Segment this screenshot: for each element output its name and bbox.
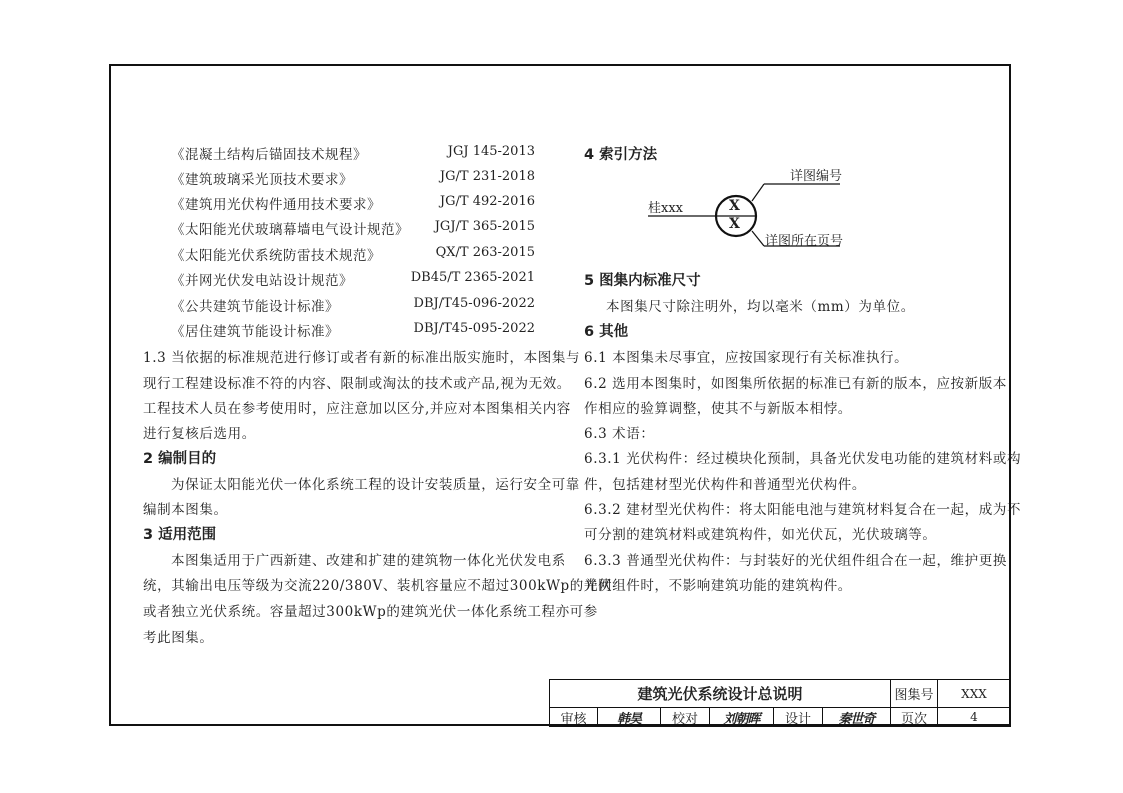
review-label: 审核 xyxy=(549,707,598,727)
drawing-title: 建筑光伏系统设计总说明 xyxy=(549,679,891,708)
detail-number: X xyxy=(729,198,740,214)
reference-code: JG/T 231-2018 xyxy=(439,169,535,184)
paragraph-line: 6.3.1 光伏构件：经过模块化预制，具备光伏发电功能的建筑材料或构 xyxy=(584,451,1022,467)
design-signature: 秦世奇 xyxy=(822,707,891,727)
paragraph-line: 作相应的验算调整，使其不与新版本相悖。 xyxy=(584,401,852,417)
design-label: 设计 xyxy=(773,707,823,727)
reference-code: DBJ/T45-096-2022 xyxy=(413,296,535,311)
paragraph-line: 工程技术人员在参考使用时，应注意加以区分,并应对本图集相关内容 xyxy=(143,401,571,417)
paragraph-line: 现行工程建设标准不符的内容、限制或淘汰的技术或产品,视为无效。 xyxy=(143,376,571,392)
detail-page-number: X xyxy=(729,216,740,232)
paragraph-line: 可分割的建筑材料或建筑构件，如光伏瓦，光伏玻璃等。 xyxy=(584,527,937,543)
check-label: 校对 xyxy=(660,707,710,727)
section-heading: 4 索引方法 xyxy=(584,147,658,163)
paragraph-line: 1.3 当依据的标准规范进行修订或者有新的标准出版实施时，本图集与 xyxy=(143,350,581,366)
paragraph-line: 光伏组件时，不影响建筑功能的建筑构件。 xyxy=(584,578,852,594)
reference-title: 《居住建筑节能设计标准》 xyxy=(171,324,339,340)
paragraph-line: 6.3 术语： xyxy=(584,426,655,442)
paragraph-line: 为保证太阳能光伏一体化系统工程的设计安装质量，运行安全可靠 xyxy=(171,477,580,493)
section-heading: 2 编制目的 xyxy=(143,451,217,467)
atlas-number-label: 图集号 xyxy=(890,679,938,708)
index-diagram xyxy=(640,160,880,250)
paragraph-line: 考此图集。 xyxy=(143,630,214,646)
reference-title: 《并网光伏发电站设计规范》 xyxy=(171,273,353,289)
paragraph-line: 6.2 选用本图集时，如图集所依据的标准已有新的版本，应按新版本 xyxy=(584,376,1007,392)
paragraph-line: 或者独立光伏系统。容量超过300kWp的建筑光伏一体化系统工程亦可参 xyxy=(143,604,598,620)
paragraph-line: 6.3.2 建材型光伏构件：将太阳能电池与建筑材料复合在一起，成为不 xyxy=(584,502,1022,518)
paragraph-line: 统，其输出电压等级为交流220/380V、装机容量应不超过300kWp的并网 xyxy=(143,578,613,594)
reference-title: 《公共建筑节能设计标准》 xyxy=(171,299,339,315)
paragraph-line: 本图集尺寸除注明外，均以毫米（mm）为单位。 xyxy=(606,299,915,315)
reference-code: QX/T 263-2015 xyxy=(435,245,535,260)
reference-title: 《建筑用光伏构件通用技术要求》 xyxy=(171,197,381,213)
reference-title: 《建筑玻璃采光顶技术要求》 xyxy=(171,172,353,188)
paragraph-line: 本图集适用于广西新建、改建和扩建的建筑物一体化光伏发电系 xyxy=(171,553,566,569)
paragraph-line: 进行复核后选用。 xyxy=(143,426,256,442)
paragraph-line: 6.1 本图集未尽事宜，应按国家现行有关标准执行。 xyxy=(584,350,909,366)
page-label: 页次 xyxy=(890,707,938,727)
reference-code: JG/T 492-2016 xyxy=(439,194,535,209)
section-heading: 6 其他 xyxy=(584,324,629,340)
reference-title: 《太阳能光伏玻璃幕墙电气设计规范》 xyxy=(171,222,409,238)
detail-page-label: 详图所在页号 xyxy=(765,234,844,249)
paragraph-line: 件，包括建材型光伏构件和普通型光伏构件。 xyxy=(584,477,866,493)
review-signature: 韩昊 xyxy=(597,707,661,727)
page-value: 4 xyxy=(937,707,1011,727)
check-signature: 刘朝晖 xyxy=(709,707,774,727)
reference-code: JGJ 145-2013 xyxy=(447,144,535,159)
reference-code: DB45/T 2365-2021 xyxy=(410,270,535,285)
section-heading: 5 图集内标准尺寸 xyxy=(584,273,701,289)
paragraph-line: 编制本图集。 xyxy=(143,502,228,518)
reference-title: 《太阳能光伏系统防雷技术规范》 xyxy=(171,248,381,264)
reference-title: 《混凝土结构后锚固技术规程》 xyxy=(171,147,367,163)
reference-code: DBJ/T45-095-2022 xyxy=(413,321,535,336)
index-prefix-label: 桂xxx xyxy=(648,201,683,216)
atlas-number-value: XXX xyxy=(937,679,1011,708)
detail-number-label: 详图编号 xyxy=(790,169,843,184)
paragraph-line: 6.3.3 普通型光伏构件：与封装好的光伏组件组合在一起，维护更换 xyxy=(584,553,1007,569)
section-heading: 3 适用范围 xyxy=(143,527,217,543)
reference-code: JGJ/T 365-2015 xyxy=(434,219,535,234)
